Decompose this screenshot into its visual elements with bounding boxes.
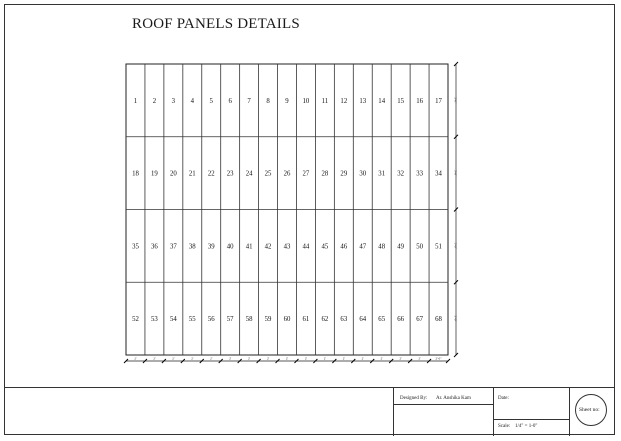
date-scale-cell [493, 388, 569, 436]
panel-number: 62 [321, 316, 329, 324]
row-dimension-label: 5'-0" [453, 242, 458, 250]
sheet-number-circle [575, 394, 607, 426]
panel-number: 26 [283, 170, 291, 178]
date-label: Date: [498, 396, 509, 401]
scale-value: 1/4" = 1-0" [515, 424, 538, 429]
sheet-number-cell [569, 388, 615, 436]
drawing-title: ROOF PANELS DETAILS [132, 16, 300, 32]
panel-number: 44 [302, 243, 310, 251]
panel-number: 27 [302, 170, 310, 178]
panel-number: 14 [378, 97, 386, 105]
panel-number: 20 [169, 170, 177, 178]
panel-number: 24 [245, 170, 253, 178]
panel-number: 59 [264, 316, 272, 324]
panel-number: 57 [226, 316, 234, 324]
panel-number: 39 [207, 243, 215, 251]
panel-number: 11 [321, 97, 329, 105]
row-dimension-label: 5'-0" [453, 169, 458, 177]
column-dimension-label: 2' [399, 356, 402, 361]
scale-label: Scale: [498, 424, 511, 429]
panel-number: 61 [302, 316, 310, 324]
panel-number: 17 [435, 97, 442, 105]
panel-number: 23 [226, 170, 234, 178]
panel-number: 28 [321, 170, 329, 178]
panel-number: 68 [435, 316, 442, 324]
panel-number: 51 [435, 243, 442, 251]
panel-number: 1 [133, 97, 138, 105]
panel-number: 60 [283, 316, 291, 324]
panel-number: 43 [283, 243, 291, 251]
panel-number: 48 [378, 243, 386, 251]
column-dimension-label: 2' [210, 356, 213, 361]
panel-number: 37 [169, 243, 177, 251]
panel-number: 33 [416, 170, 423, 178]
panel-number: 64 [359, 316, 367, 324]
panel-number: 52 [132, 316, 139, 324]
panel-number: 13 [359, 97, 367, 105]
panel-number: 35 [132, 243, 139, 251]
row-dimension-label: 5'-0" [453, 97, 458, 104]
panel-number: 49 [397, 243, 405, 251]
panel-number: 36 [151, 243, 158, 251]
panel-number: 55 [188, 316, 196, 324]
column-dimension-label: 2' [342, 356, 345, 361]
panel-number: 25 [264, 170, 272, 178]
panel-number: 8 [266, 97, 270, 105]
panel-number: 63 [340, 316, 348, 324]
column-dimension-label: 2' [153, 356, 156, 361]
column-dimension-label: 2' [361, 356, 364, 361]
panel-number: 46 [340, 243, 348, 251]
column-dimension-label: 2' [191, 356, 194, 361]
panel-number: 15 [397, 97, 405, 105]
panel-number: 30 [359, 170, 367, 178]
panel-number: 47 [359, 243, 367, 251]
panel-number: 42 [264, 243, 272, 251]
panel-number: 65 [378, 316, 386, 324]
designed-by-label: Designed By: [400, 396, 428, 401]
panel-number: 10 [302, 97, 310, 105]
panel-number: 2 [152, 97, 157, 105]
panel-number: 50 [416, 243, 423, 251]
panel-number: 34 [435, 170, 442, 178]
panel-number: 12 [340, 97, 348, 105]
panel-number: 5 [209, 97, 213, 105]
title-block [4, 387, 615, 435]
panel-number: 3 [171, 97, 176, 105]
column-dimension-label: 2'-0" [435, 356, 442, 361]
column-dimension-label: 2' [229, 356, 232, 361]
panel-number: 53 [151, 316, 158, 324]
column-dimension-label: 2' [380, 356, 383, 361]
panel-number: 19 [151, 170, 158, 178]
column-dimension-label: 2' [248, 356, 251, 361]
panel-number: 29 [340, 170, 348, 178]
panel-number: 6 [228, 97, 232, 105]
panel-number: 22 [207, 170, 215, 178]
column-dimension-label: 2' [172, 356, 175, 361]
column-dimension-label: 2' [304, 356, 308, 361]
designed-by-cell [393, 388, 493, 436]
panel-number: 45 [321, 243, 329, 251]
panel-number: 21 [188, 170, 196, 178]
column-dimension-label: 2' [134, 356, 137, 361]
panel-number: 66 [397, 316, 405, 324]
panel-number: 67 [416, 316, 423, 324]
column-dimension-label: 2' [285, 356, 289, 361]
panel-number: 54 [169, 316, 177, 324]
designed-by-value: Ar. Anshika Kam [436, 396, 471, 401]
panel-number: 9 [285, 97, 289, 105]
panel-number: 7 [247, 97, 251, 105]
panel-number: 41 [245, 243, 253, 251]
panel-number: 4 [190, 97, 194, 105]
panel-number: 38 [188, 243, 196, 251]
column-dimension-label: 2' [418, 356, 421, 361]
column-dimension-label: 2' [323, 356, 326, 361]
panel-number: 56 [207, 316, 215, 324]
panel-number: 16 [416, 97, 423, 105]
panel-number: 58 [245, 316, 253, 324]
panel-number: 40 [226, 243, 234, 251]
row-dimension-label: 5'-0" [453, 315, 458, 322]
panel-number: 18 [132, 170, 139, 178]
panel-number: 31 [378, 170, 386, 178]
sheet-number-label: Sheet no: [579, 407, 600, 413]
column-dimension-label: 2' [266, 356, 270, 361]
panel-number: 32 [397, 170, 405, 178]
